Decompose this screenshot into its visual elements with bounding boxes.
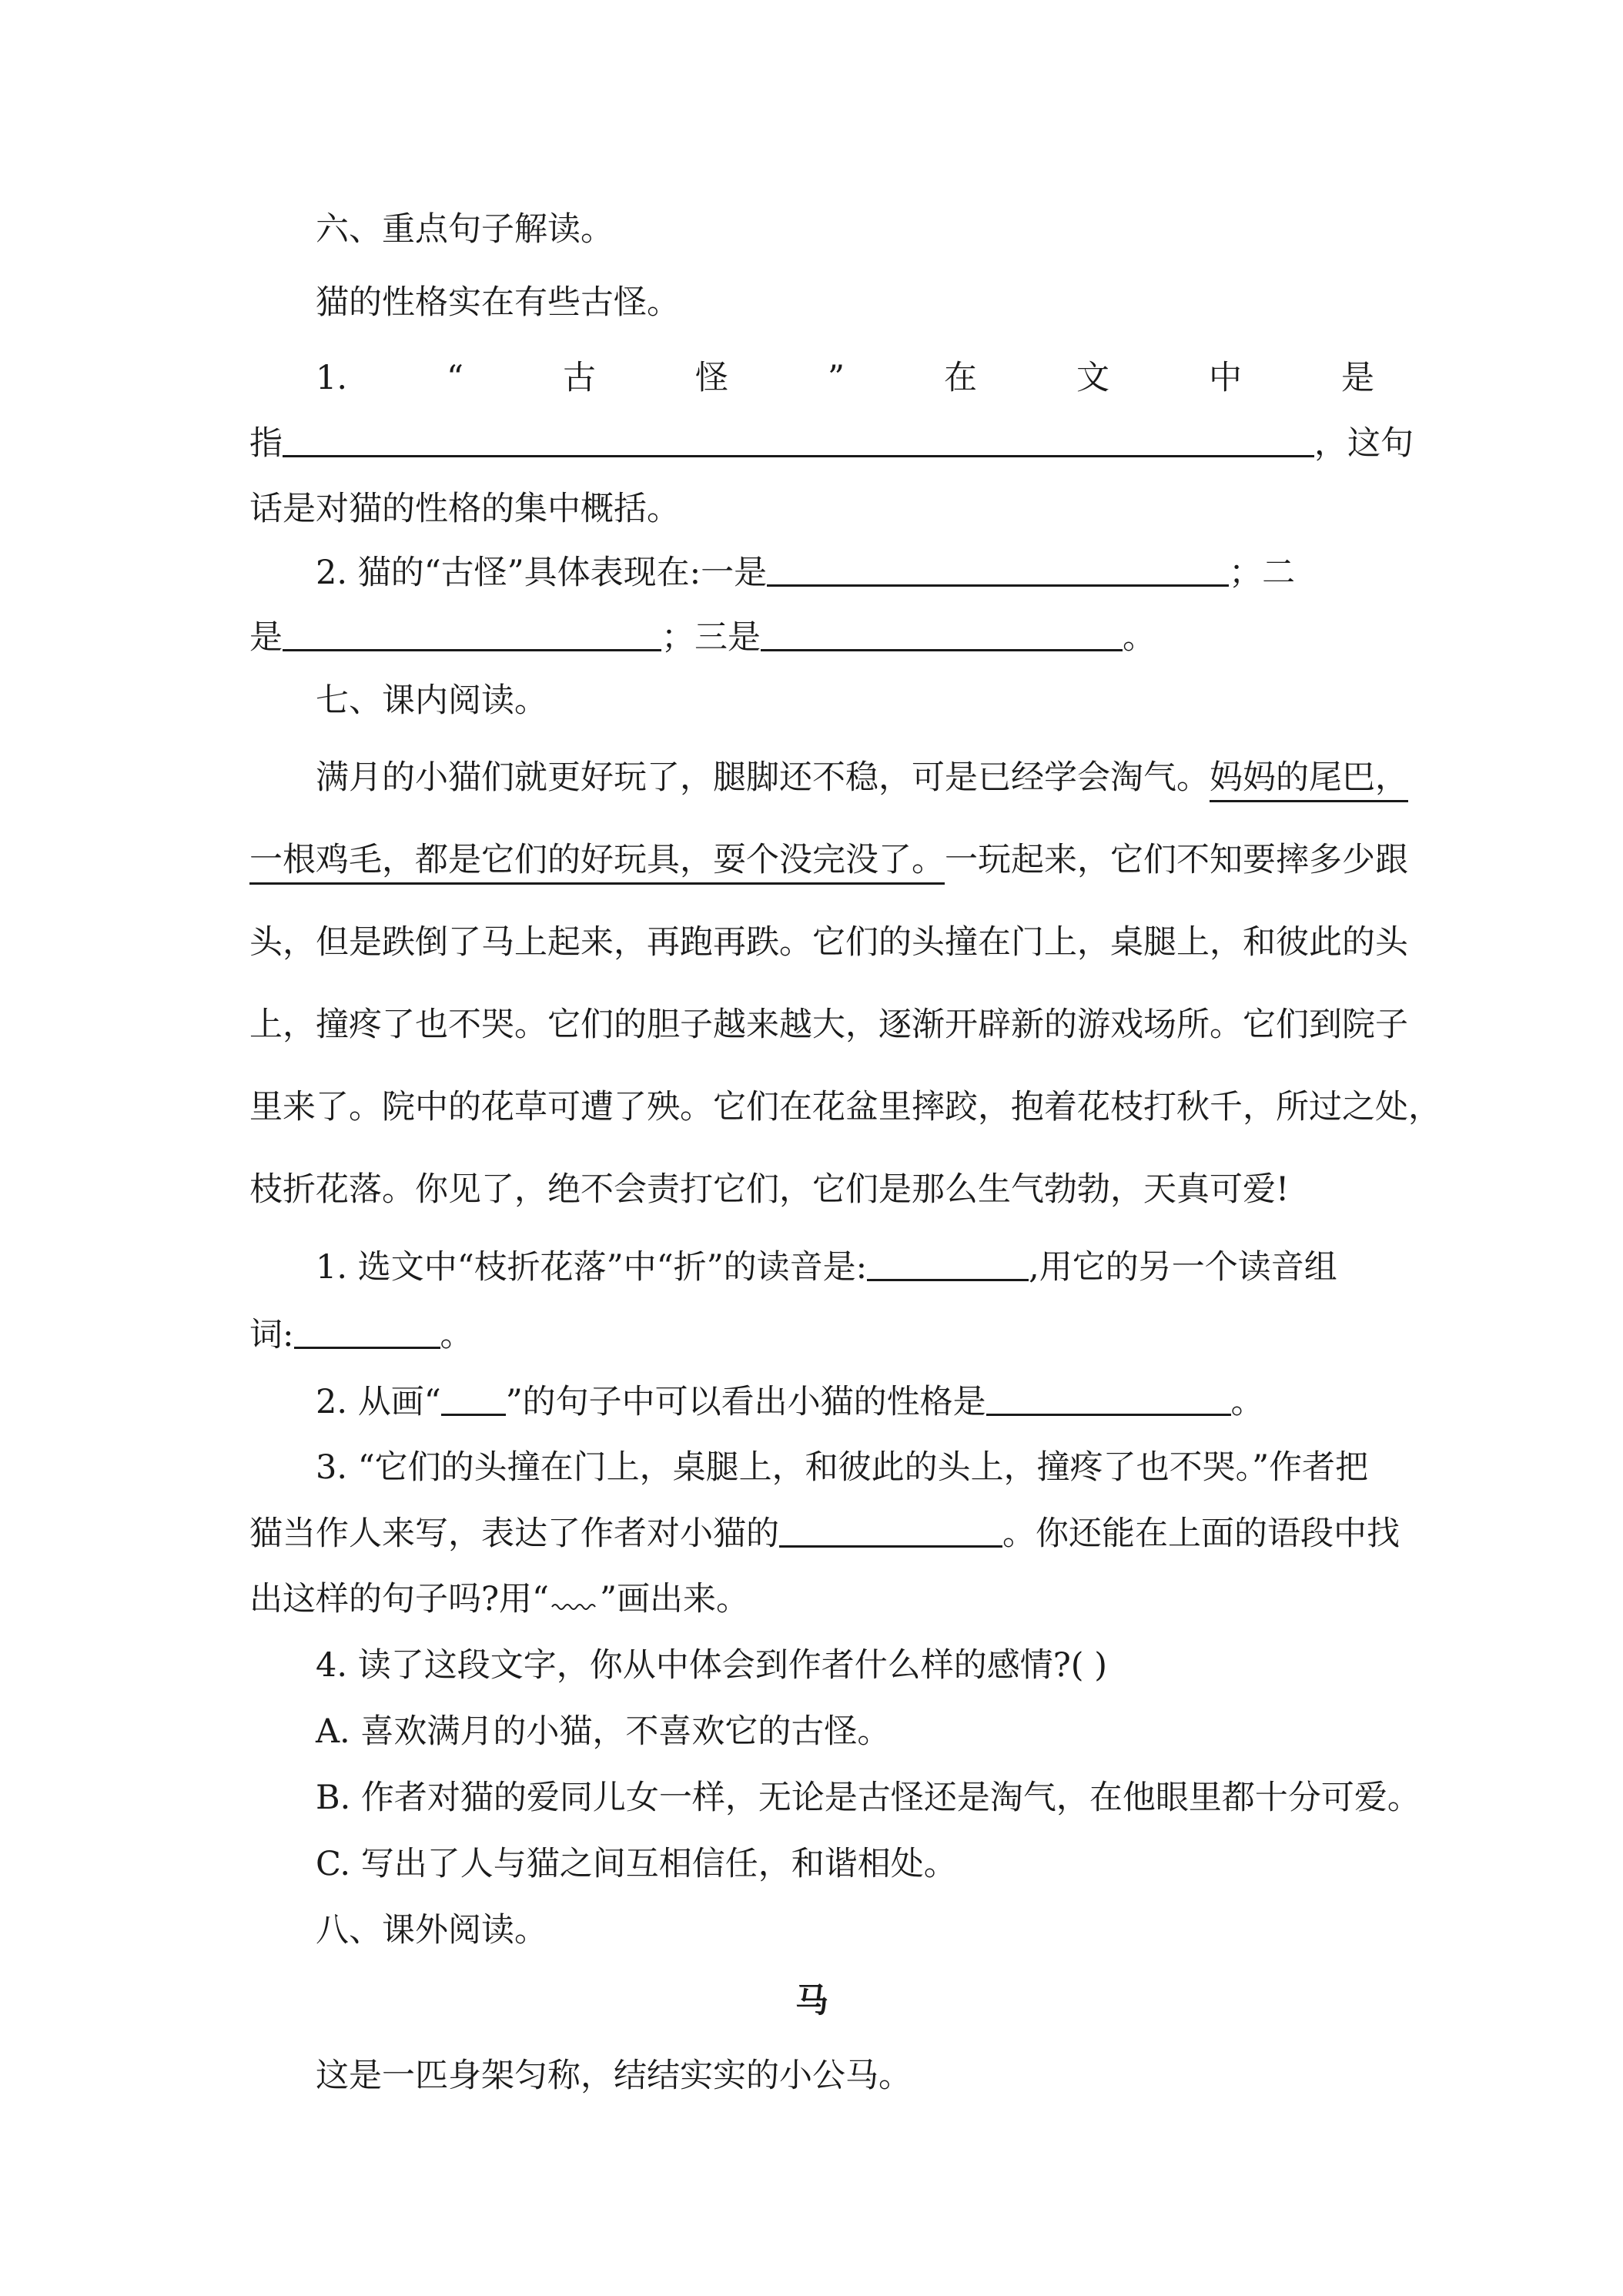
- answer-blank[interactable]: [283, 420, 1314, 457]
- spread-char: “: [447, 359, 464, 397]
- section-7-heading: 七、课内阅读。: [316, 681, 547, 720]
- spread-char: 1.: [316, 359, 348, 397]
- q2-text: ；三是: [661, 618, 761, 657]
- s6-q2-line2: [249, 614, 1156, 661]
- passage-line: [249, 837, 1408, 883]
- s7-q4: 4. 读了这段文字，你从中体会到作者什么样的感情?( ): [316, 1646, 1107, 1685]
- article-title: 马: [795, 1982, 828, 2020]
- spread-char: 在: [944, 359, 977, 397]
- spread-char: 文: [1076, 359, 1109, 397]
- s6-q1-line1: [316, 355, 1374, 401]
- s7-q3-line3: [249, 1576, 749, 1622]
- underline-marker: [441, 1378, 506, 1416]
- passage-line: [316, 755, 1408, 801]
- spread-char: 中: [1209, 359, 1242, 397]
- passage-line: 里来了。院中的花草可遭了殃。它们在花盆里摔跤，抱着花枝打秋千，所过之处，: [249, 1088, 1441, 1126]
- wavy-line-marker: [549, 1581, 600, 1612]
- s7-q3-line2: [249, 1510, 1400, 1557]
- underlined-sentence: 一根鸡毛，都是它们的好玩具，耍个没完没了。: [249, 841, 945, 885]
- q-text: ,用它的另一个读音组: [1029, 1248, 1337, 1287]
- s6-q2-line1: [316, 549, 1295, 596]
- answer-blank[interactable]: [986, 1378, 1231, 1416]
- q-text: 。: [440, 1316, 474, 1354]
- spread-char: ”: [828, 359, 845, 397]
- option-c: C. 写出了人与猫之间互相信任，和谐相处。: [316, 1845, 957, 1883]
- spread-char: 怪: [695, 359, 729, 397]
- underlined-sentence: 妈妈的尾巴，: [1210, 758, 1408, 802]
- spread-char: 是: [1341, 359, 1374, 397]
- answer-blank[interactable]: [767, 549, 1229, 587]
- q1-prefix: 指: [249, 424, 283, 463]
- passage-text: 一玩起来，它们不知要摔多少跟: [945, 841, 1408, 879]
- key-sentence: 猫的性格实在有些古怪。: [316, 283, 680, 322]
- answer-blank[interactable]: [294, 1311, 440, 1349]
- section-8-heading: 八、课外阅读。: [316, 1911, 547, 1950]
- q-text: ”画出来。: [600, 1580, 750, 1618]
- q-text: 。: [1230, 1383, 1264, 1421]
- s7-q2: [316, 1378, 1264, 1425]
- s6-q1-line3: 话是对猫的性格的集中概括。: [249, 490, 680, 528]
- q2-text: 2. 猫的“古怪”具体表现在:一是: [316, 554, 768, 592]
- passage-text: 满月的小猫们就更好玩了，腿脚还不稳，可是已经学会淘气。: [316, 758, 1210, 797]
- spread-char: 古: [563, 359, 597, 397]
- s7-q1-line2: [249, 1311, 474, 1358]
- s7-q3-line1: 3. “它们的头撞在门上，桌腿上，和彼此的头上，撞疼了也不哭。”作者把: [316, 1448, 1369, 1487]
- section-6-heading: 六、重点句子解读。: [316, 210, 614, 249]
- q-text: 1. 选文中“枝折花落”中“折”的读音是:: [316, 1248, 868, 1287]
- q-text: 。你还能在上面的语段中找: [1002, 1514, 1400, 1553]
- q2-text: 。: [1123, 618, 1156, 657]
- passage-line: 枝折花落。你见了，绝不会责打它们，它们是那么生气勃勃，天真可爱!: [249, 1170, 1290, 1209]
- q1-suffix: ，这句: [1314, 424, 1414, 463]
- answer-blank[interactable]: [761, 614, 1123, 651]
- q-text: 词:: [249, 1316, 294, 1354]
- passage-line: 头，但是跌倒了马上起来，再跑再跌。它们的头撞在门上，桌腿上，和彼此的头: [249, 923, 1408, 962]
- q-text: 猫当作人来写，表达了作者对小猫的: [249, 1514, 779, 1553]
- q-text: 出这样的句子吗?用“: [249, 1580, 550, 1618]
- passage-line: 上，撞疼了也不哭。它们的胆子越来越大，逐渐开辟新的游戏场所。它们到院子: [249, 1006, 1408, 1044]
- q-text: 2. 从画“: [316, 1383, 441, 1421]
- q2-text: 是: [249, 618, 283, 657]
- option-b: B. 作者对猫的爱同儿女一样，无论是古怪还是淘气，在他眼里都十分可爱。: [316, 1779, 1421, 1817]
- s7-q1-line1: [316, 1243, 1337, 1290]
- q2-text: ；二: [1229, 554, 1296, 592]
- option-a: A. 喜欢满月的小猫，不喜欢它的古怪。: [316, 1712, 891, 1751]
- answer-blank[interactable]: [779, 1510, 1002, 1548]
- answer-blank[interactable]: [867, 1243, 1029, 1281]
- answer-blank[interactable]: [283, 614, 661, 651]
- article-first-line: 这是一匹身架匀称，结结实实的小公马。: [316, 2057, 912, 2095]
- s6-q1-line2: [249, 420, 1414, 467]
- q-text: ”的句子中可以看出小猫的性格是: [505, 1383, 986, 1421]
